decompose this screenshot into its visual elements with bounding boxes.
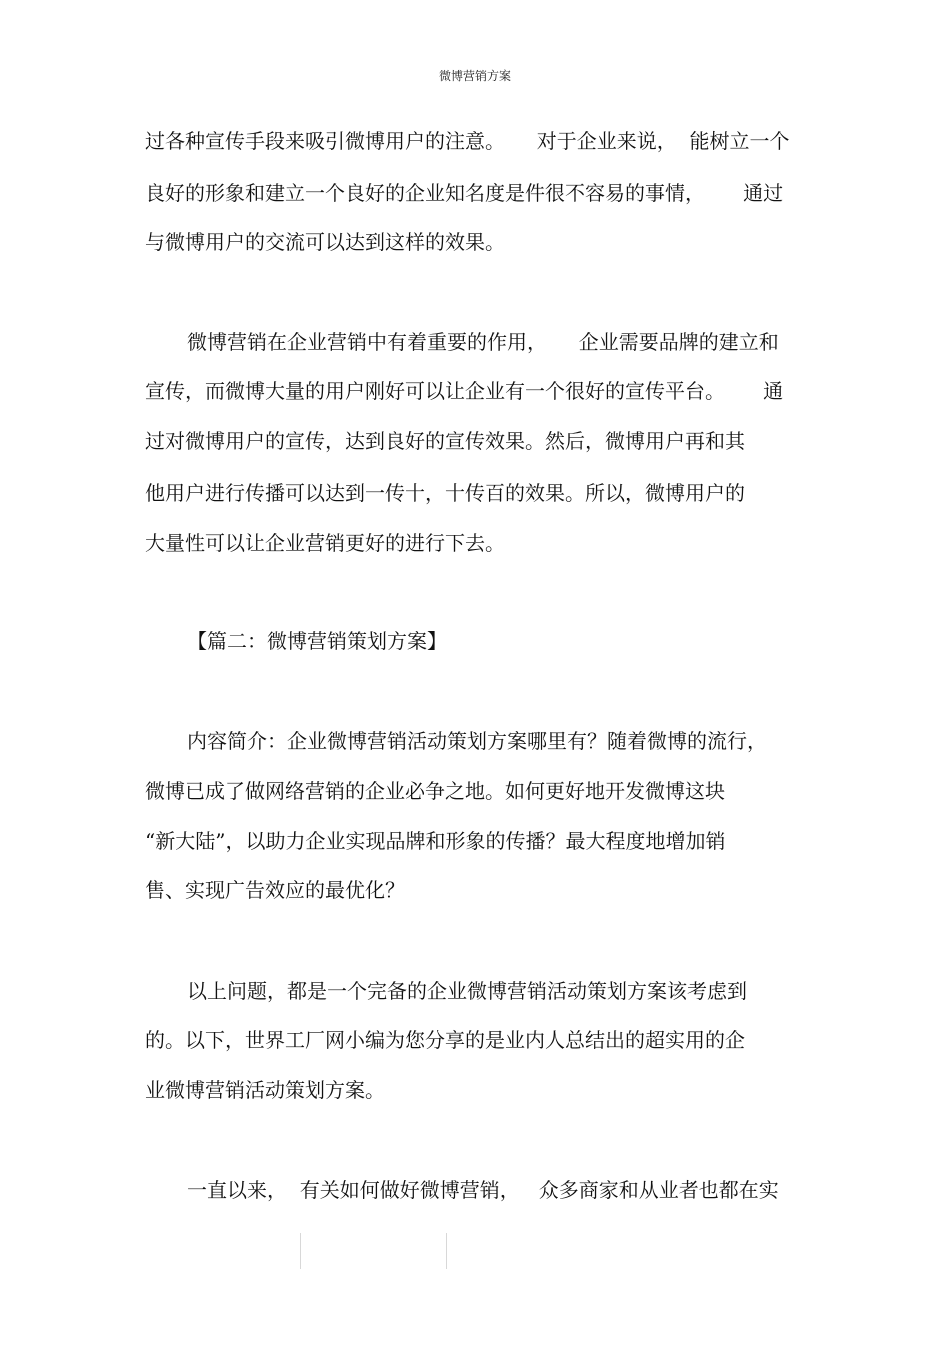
paragraph-line: 良好的形象和建立一个良好的企业知名度是件很不容易的事情， 通过 <box>145 181 784 205</box>
paragraph-line: 微博已成了做网络营销的企业必争之地。如何更好地开发微博这块 <box>145 779 725 803</box>
page-header: 微博营销方案 <box>438 69 511 83</box>
paragraph-line: 过对微博用户的宣传，达到良好的宣传效果。然后，微博用户再和其 <box>145 429 745 453</box>
vertical-rule <box>446 1233 447 1269</box>
paragraph-line: 业微博营销活动策划方案。 <box>145 1078 385 1102</box>
paragraph-line: 的。以下，世界工厂网小编为您分享的是业内人总结出的超实用的企 <box>145 1028 745 1052</box>
paragraph-line: “新大陆”，以助力企业实现品牌和形象的传播？最大程度地增加销 <box>145 829 726 853</box>
paragraph-line: 内容简介：企业微博营销活动策划方案哪里有？随着微博的流行， <box>187 729 767 753</box>
paragraph-line: 宣传，而微博大量的用户刚好可以让企业有一个很好的宣传平台。 通 <box>145 379 784 403</box>
paragraph-line: 微博营销在企业营销中有着重要的作用， 企业需要品牌的建立和 <box>187 330 779 354</box>
paragraph-line: 与微博用户的交流可以达到这样的效果。 <box>145 230 505 254</box>
paragraph-line: 过各种宣传手段来吸引微博用户的注意。 对于企业来说， 能树立一个 <box>145 129 790 153</box>
paragraph-line: 大量性可以让企业营销更好的进行下去。 <box>145 531 505 555</box>
paragraph-line: 以上问题，都是一个完备的企业微博营销活动策划方案该考虑到 <box>187 979 747 1003</box>
vertical-rule <box>300 1233 301 1269</box>
paragraph-line: 他用户进行传播可以达到一传十，十传百的效果。所以，微博用户的 <box>145 481 745 505</box>
section-heading: 【篇二：微博营销策划方案】 <box>187 629 447 653</box>
paragraph-line: 售、实现广告效应的最优化？ <box>145 878 405 902</box>
paragraph-line: 一直以来， 有关如何做好微博营销， 众多商家和从业者也都在实 <box>187 1178 779 1202</box>
